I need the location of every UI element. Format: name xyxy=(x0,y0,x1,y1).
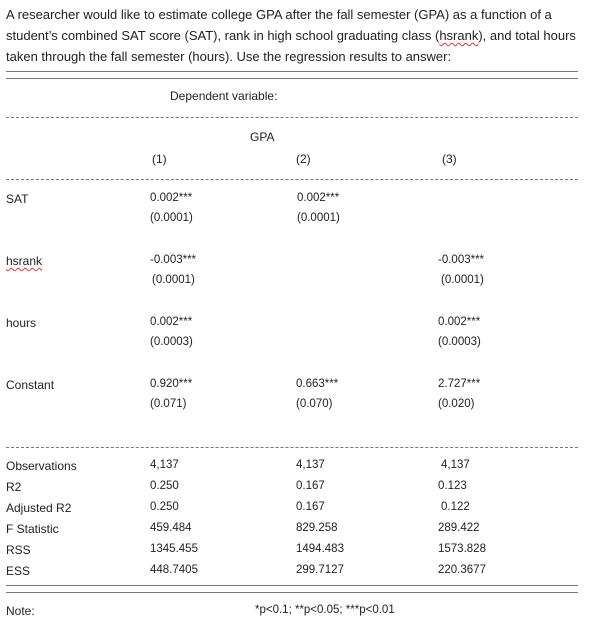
ess-2: 299.7127 xyxy=(296,564,344,576)
row-label-sat: SAT xyxy=(6,192,29,206)
hours-se-3: (0.0003) xyxy=(438,336,481,348)
stat-label-r2: R2 xyxy=(6,480,22,494)
stat-label-observations: Observations xyxy=(6,459,77,473)
hsrank-coef-1: -0.003*** xyxy=(150,254,197,266)
stat-label-rss: RSS xyxy=(6,543,31,557)
adjusted-r2-2: 0.167 xyxy=(296,501,325,513)
constant-se-3: (0.020) xyxy=(438,398,475,410)
top-double-rule xyxy=(6,71,578,79)
constant-se-1: (0.071) xyxy=(150,398,187,410)
note-text: *p<0.1; **p<0.05; ***p<0.01 xyxy=(255,604,395,616)
f-statistic-1: 459.484 xyxy=(150,522,192,534)
row-label-constant: Constant xyxy=(6,378,55,392)
header-dashed-rule xyxy=(6,117,578,118)
stats-dashed-rule xyxy=(6,447,578,448)
hours-coef-1: 0.002*** xyxy=(150,316,193,328)
hsrank-se-1: (0.0001) xyxy=(152,274,195,286)
r2-3: 0.123 xyxy=(438,480,467,492)
constant-coef-3: 2.727*** xyxy=(438,378,481,390)
stat-label-f-statistic: F Statistic xyxy=(6,522,59,536)
note-label: Note: xyxy=(6,604,35,618)
stat-label-adjusted-r2: Adjusted R2 xyxy=(6,501,72,515)
f-statistic-3: 289.422 xyxy=(438,522,480,534)
ess-3: 220.3677 xyxy=(438,564,486,576)
observations-2: 4,137 xyxy=(296,459,325,471)
hours-coef-3: 0.002*** xyxy=(438,316,481,328)
bottom-double-rule xyxy=(6,585,578,593)
intro-text-1: A researcher would like to estimate college GPA after the fall semester (GPA) as a function of a student’s combined SAT score (SAT), rank in high school graduating class ( xyxy=(6,7,552,43)
constant-se-2: (0.070) xyxy=(296,398,333,410)
sat-se-1: (0.0001) xyxy=(150,212,193,224)
intro-paragraph xyxy=(6,4,591,67)
ess-1: 448.7405 xyxy=(150,564,198,576)
row-label-hours: hours xyxy=(6,316,37,330)
hsrank-se-3: (0.0001) xyxy=(441,274,484,286)
observations-1: 4,137 xyxy=(150,459,179,471)
sat-coef-1: 0.002*** xyxy=(150,192,193,204)
column-header-1: (1) xyxy=(152,152,167,166)
intro-text-2: ), and total hours taken through the fall semester (hours). Use the regression results to answer: xyxy=(6,28,576,64)
constant-coef-2: 0.663*** xyxy=(296,378,339,390)
hours-se-1: (0.0003) xyxy=(150,336,193,348)
observations-3: 4,137 xyxy=(441,459,470,471)
column-header-2: (2) xyxy=(296,152,311,166)
adjusted-r2-3: 0.122 xyxy=(441,501,470,513)
stat-label-ess: ESS xyxy=(6,564,31,578)
adjusted-r2-1: 0.250 xyxy=(150,501,179,513)
rss-2: 1494.483 xyxy=(296,543,344,555)
r2-2: 0.167 xyxy=(296,480,325,492)
hsrank-coef-3: -0.003*** xyxy=(438,254,485,266)
column-header-3: (3) xyxy=(442,152,457,166)
constant-coef-1: 0.920*** xyxy=(150,378,193,390)
r2-1: 0.250 xyxy=(150,480,179,492)
f-statistic-2: 829.258 xyxy=(296,522,338,534)
sat-se-2: (0.0001) xyxy=(297,212,340,224)
dependent-variable-label: Dependent variable: xyxy=(170,89,278,103)
rss-1: 1345.455 xyxy=(150,543,198,555)
dependent-variable-name: GPA xyxy=(250,130,275,144)
rss-3: 1573.828 xyxy=(438,543,486,555)
row-label-hsrank: hsrank xyxy=(6,254,43,268)
intro-hsrank-word: hsrank xyxy=(439,28,479,43)
sat-coef-2: 0.002*** xyxy=(297,192,340,204)
columns-dashed-rule xyxy=(6,179,578,180)
